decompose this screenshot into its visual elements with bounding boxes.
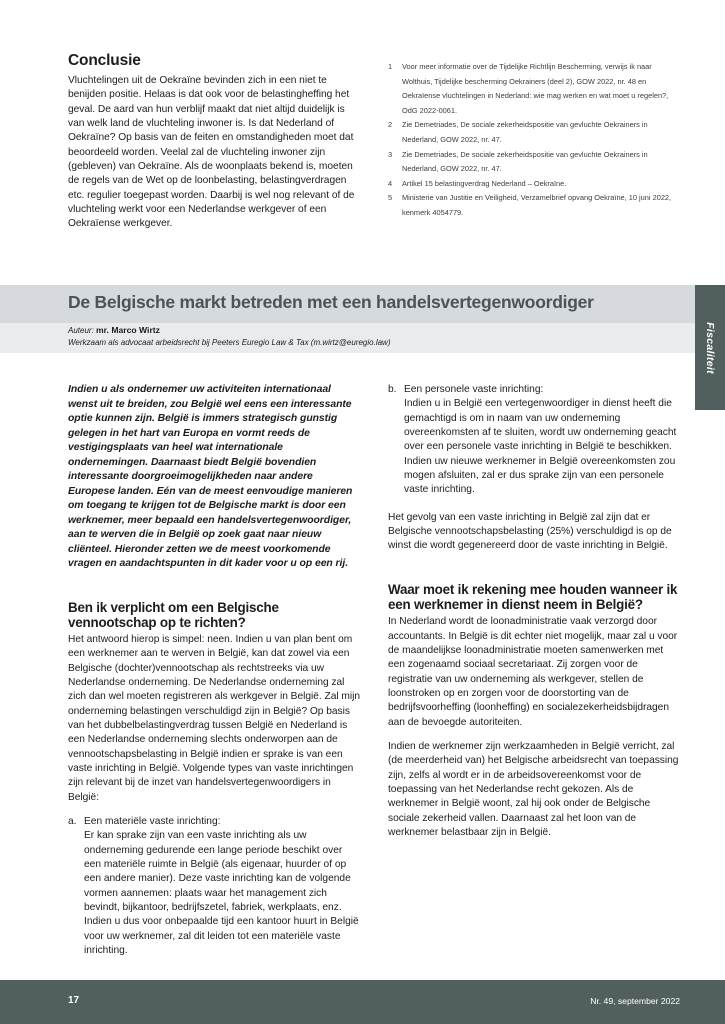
list-item bbox=[388, 383, 680, 498]
list-item bbox=[68, 815, 360, 958]
column-spacer bbox=[388, 498, 680, 511]
list-item-body bbox=[84, 815, 360, 958]
payroll-paragraph: In Nederland wordt de loonadministratie vaak verzorgd door accountants. In België is dit echter niet mogelijk, maar zal u voor de maandelijkse loonadministratie moeten samenwerken met een zogenaamd sociaal secretariaat. Zij zorgen voor de registratie van uw onderneming als werkgever, stellen de loonstroken op en zorgen voor de doorstorting van de bedrijfsvoorheffing (loonheffing) en socialezekerheidsbijdragen aan de bevoegde autoriteiten. bbox=[388, 616, 678, 728]
footnote-number: 4 bbox=[388, 178, 393, 188]
footnote-number: 5 bbox=[388, 193, 393, 203]
article-byline bbox=[68, 325, 390, 348]
labour-law-paragraph: Indien de werknemer zijn werkzaamheden in België verricht, zal (de meerderheid van) het Belgische arbeidsrecht van toepassing zijn, zelfs al wordt er in de arbeidsovereenkomst voor de toepassing van het Nederlandse recht gekozen. Als de werknemer in België woont, zal hij ook onder de Belgische sociale zekerheid vallen. Daarnaast zal het loon van de werknemer belastbaar zijn in België. bbox=[388, 740, 679, 838]
footnote-item bbox=[388, 191, 680, 220]
footnote-number: 2 bbox=[388, 120, 393, 130]
footnote-text: Ministerie van Justitie en Veiligheid, Verzamelbrief opvang Oekraïne, 10 juni 2022, kenmerk 4054779. bbox=[402, 193, 672, 217]
footnote-item bbox=[388, 148, 680, 177]
article-title: De Belgische markt betreden met een handelsvertegenwoordiger bbox=[68, 292, 594, 312]
list-item-text: Indien u in België een vertegenwoordiger in dienst heeft die gemachtigd is om in naam van uw onderneming overeenkomsten af te sluiten, wordt uw onderneming geacht over een personele vaste inrichting in België te beschikken. Indien uw nieuwe werknemer in België overeenkomsten zou mogen afsluiten, zal er dus sprake zijn van een personele vaste inrichting. bbox=[404, 398, 677, 496]
author-label: Auteur: bbox=[68, 326, 94, 335]
footnote-text: Zie Demetriades, De sociale zekerheidspositie van gevluchte Oekrainers in Nederland, GOW 2022, nr. 47. bbox=[402, 120, 648, 144]
footnote-item bbox=[388, 60, 680, 118]
fixed-establishment-list-a bbox=[68, 815, 360, 958]
previous-article-end bbox=[0, 0, 725, 278]
author-name: mr. Marco Wirtz bbox=[96, 325, 160, 335]
footnotes-column bbox=[388, 60, 680, 221]
page-number: 17 bbox=[68, 995, 80, 1006]
conclusion-column bbox=[68, 52, 360, 232]
footnote-number: 3 bbox=[388, 149, 393, 159]
issue-label: Nr. 49, september 2022 bbox=[590, 996, 680, 1006]
list-item-lead: Een personele vaste inrichting: bbox=[404, 384, 544, 395]
article-intro-paragraph: Indien u als ondernemer uw activiteiten internationaal wenst uit te breiden, zou België wel eens een interessante optie kunnen zijn. België is immers strategisch gunstig gelegen in het hart van Europa en vormt reeds de vestigingsplaats van heel wat internationale ondernemingen. Daarnaast biedt België bovendien interessante doorgroeimogelijkheden naar andere Europese landen. Eén van de meest eenvoudige manieren om toegang te krijgen tot de Belgische markt is door een werknemer, meer bepaald een handelsvertegenwoordiger, aan te werven die in België op zoek gaat naar nieuw cliënteel. Hieronder zetten we de meest voorkomende vragen en aandachtspunten in dit kader voor u op een rij. bbox=[68, 384, 353, 569]
list-item-lead: Een materiële vaste inrichting: bbox=[84, 816, 221, 828]
conclusion-heading: Conclusie bbox=[68, 52, 141, 69]
column-spacer bbox=[68, 572, 360, 600]
byline-line-1 bbox=[68, 325, 390, 337]
footnote-item bbox=[388, 118, 680, 147]
footnote-item bbox=[388, 177, 680, 192]
left-question-heading: Ben ik verplicht om een Belgische vennootschap op te richten? bbox=[68, 599, 279, 630]
footnote-text: Artikel 15 belastingverdrag Nederland – Oekraïne. bbox=[402, 178, 567, 188]
fixed-establishment-list-b bbox=[388, 383, 680, 498]
list-marker: a. bbox=[68, 816, 77, 828]
article-left-column bbox=[68, 383, 360, 958]
article-banner bbox=[0, 285, 695, 353]
list-item-text: Er kan sprake zijn van een vaste inrichting als uw onderneming gedurende een lange periode beschikt over een materiële ruimte in België (als eigenaar, huurder of op een andere manier). Deze vaste inrichting kan de volgende vormen aannemen: plaats waar het management zich bevindt, bijkantoor, bedrijfszetel, fabriek, werkplaats, enz. Indien u dus voor onbepaalde tijd een kantoor huurt in België voor uw werknemer, zal dit leiden tot een materiële vaste inrichting. bbox=[84, 830, 359, 957]
footnote-text: Zie Demetriades, De sociale zekerheidspositie van gevluchte Oekrainers in Nederland, GOW 2022, nr. 47. bbox=[402, 149, 648, 174]
conclusion-paragraph: Vluchtelingen uit de Oekraïne bevinden zich in een niet te benijden positie. Helaas is dat ook voor de belastingheffing het geval. De aard van hun verblijf maakt dat niet altijd duidelijk is van welk land de vluchteling inwoner is. Is dat Nederland of Oekraïne? Op basis van de feiten en omstandigheden moet dat beoordeeld worden. Veelal zal de vluchteling inwoner zijn (gebleven) van Oekraïne. Als de woonplaats bekend is, moeten de regels van de Wet op de loonbelasting, belastingverdragen etc. regulier toegepast worden. Daarbij is wel nog relevant of de vluchteling werkt voor een Nederlandse werkgever of een Oekraïense werkgever. bbox=[68, 74, 355, 230]
article-right-column bbox=[388, 383, 680, 840]
footnote-number: 1 bbox=[388, 62, 393, 71]
section-tab-label: Fiscaliteit bbox=[704, 321, 716, 374]
page-footer bbox=[0, 980, 725, 1024]
column-spacer bbox=[388, 564, 680, 582]
list-item-body bbox=[404, 383, 680, 498]
author-affiliation: Werkzaam als advocaat arbeidsrecht bij Peeters Euregio Law & Tax (m.wirtz@euregio.law) bbox=[68, 337, 391, 347]
left-question-answer: Het antwoord hierop is simpel: neen. Indien u van plan bent om een werknemer aan te werven in België, kan dat zowel via een Belgische (dochter)vennootschap als rechtstreeks via uw Nederlandse onderneming. De Nederlandse onderneming zal zich dan wel moeten registreren als werkgever in België. Zal mijn onderneming belastingen verschuldigd zijn in België? Op basis van het dubbelbelastingverdrag tussen België en Nederland is een Nederlandse onderneming slechts onderworpen aan de vennootschapsbelasting in België indien er sprake is van een vaste inrichting in België. Volgende types van vaste inrichtingen zijn relevant bij de inzet van handelsvertegenwoordigers in België: bbox=[68, 633, 361, 803]
list-marker: b. bbox=[388, 384, 397, 395]
right-question-heading: Waar moet ik rekening mee houden wanneer ik een werknemer in dienst neem in België? bbox=[388, 581, 678, 612]
section-tab-fiscaliteit bbox=[695, 285, 725, 410]
footnote-text: Voor meer informatie over de Tijdelijke Richtlijn Bescherming, verwijs ik naar Wolthuis, Tijdelijke bescherming Oekrainers (deel 2), GOW 2022, nr. 48 en Oekraïense vluchtelingen in Nederland: wie mag werken en wat moet u regelen?, OdG 2022-0061. bbox=[402, 62, 669, 115]
consequence-paragraph: Het gevolg van een vaste inrichting in België zal zijn dat er Belgische vennootschapsbelasting (25%) verschuldigd is op de winst die wordt gegenereerd door de vaste inrichting in België. bbox=[388, 511, 672, 552]
